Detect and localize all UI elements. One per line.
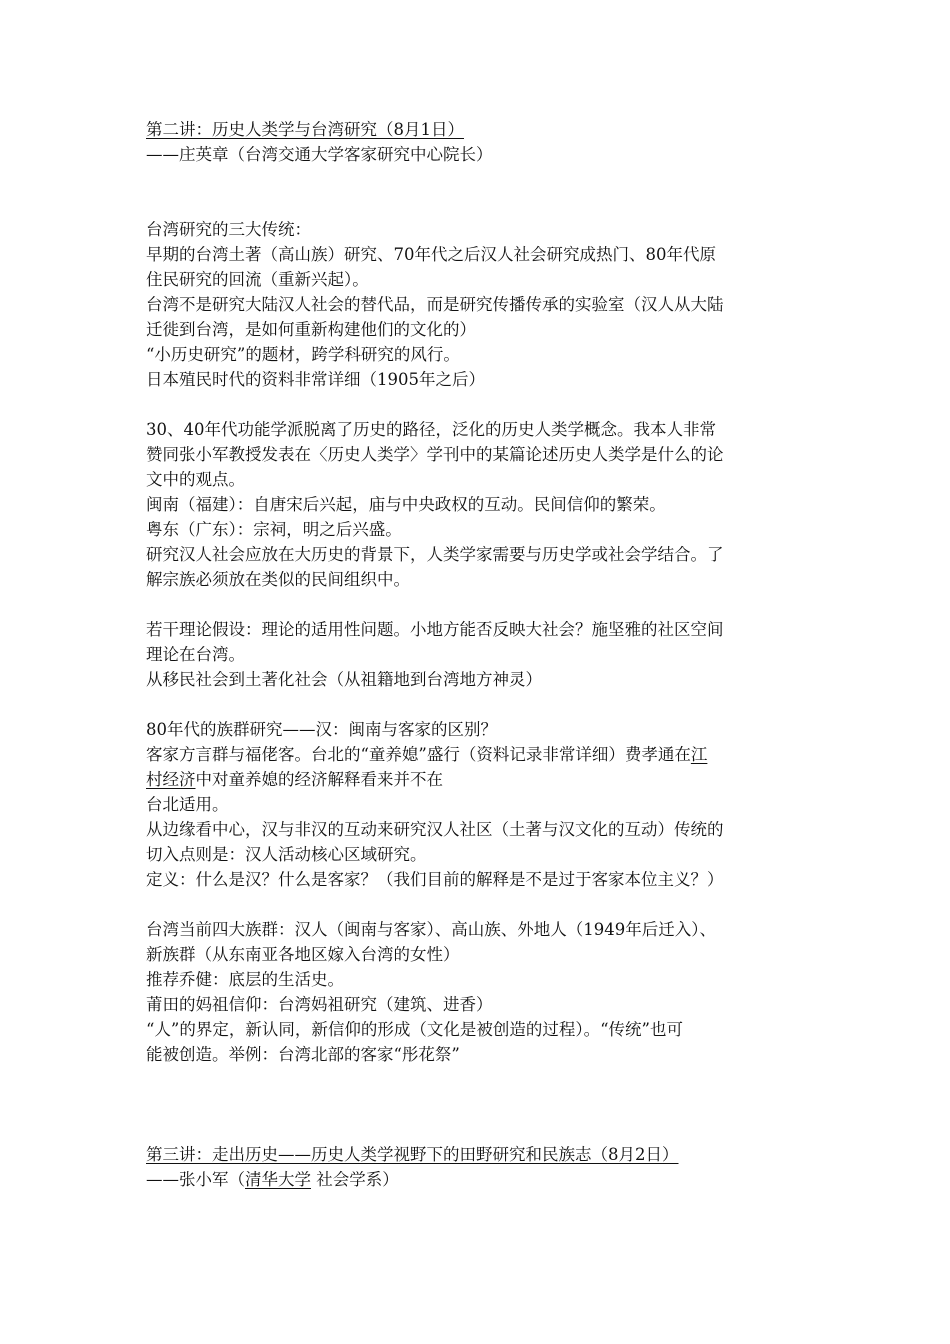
text-line: 台湾研究的三大传统： [146, 220, 311, 239]
text-line: 推荐乔健：底层的生活史。 [146, 970, 344, 989]
text-line: 解宗族必须放在类似的民间组织中。 [146, 570, 410, 589]
lecture-2-title: 第二讲：历史人类学与台湾研究（8月1日） [146, 120, 464, 139]
text-line: 台湾不是研究大陆汉人社会的替代品，而是研究传播传承的实验室（汉人从大陆 [146, 295, 724, 314]
paragraph-ethnic-studies [146, 717, 814, 892]
text-line: 若干理论假设：理论的适用性问题。小地方能否反映大社会？施坚雅的社区空间 [146, 620, 724, 639]
paragraph-four-ethnic-groups [146, 917, 814, 1067]
lecture-2-speaker: ——庄英章（台湾交通大学客家研究中心院长） [146, 145, 493, 164]
text-line: 能被创造。举例：台湾北部的客家“彤花祭” [146, 1045, 460, 1064]
paragraph-functionalism [146, 417, 814, 592]
text-line: 理论在台湾。 [146, 645, 245, 664]
text-line: 迁徙到台湾，是如何重新构建他们的文化的） [146, 320, 476, 339]
text-line: 闽南（福建）：自唐宋后兴起，庙与中央政权的互动。民间信仰的繁荣。 [146, 495, 666, 514]
paragraph-theory-hypotheses [146, 617, 814, 692]
text-segment: 客家方言群与福佬客。台北的“童养媳”盛行（资料记录非常详细）费孝通在 [146, 745, 691, 764]
text-line: 日本殖民时代的资料非常详细（1905年之后） [146, 370, 485, 389]
text-line: 粤东（广东）：宗祠，明之后兴盛。 [146, 520, 402, 539]
text-line: 早期的台湾土著（高山族）研究、70年代之后汉人社会研究成热门、80年代原 [146, 245, 716, 264]
lecture-3-title: 第三讲：走出历史——历史人类学视野下的田野研究和民族志（8月2日） [146, 1145, 679, 1164]
text-line: 定义：什么是汉？什么是客家？（我们目前的解释是不是过于客家本位主义？） [146, 870, 724, 889]
university-link-tsinghua[interactable]: 清华大学 [245, 1170, 311, 1189]
text-line: 台北适用。 [146, 795, 229, 814]
text-line: 新族群（从东南亚各地区嫁入台湾的女性） [146, 945, 460, 964]
text-segment: 社会学系） [311, 1170, 399, 1189]
book-link-jiangcun-economy-cont[interactable]: 村经济 [146, 770, 196, 789]
text-line: 从移民社会到土著化社会（从祖籍地到台湾地方神灵） [146, 670, 542, 689]
text-line: 从边缘看中心，汉与非汉的互动来研究汉人社区（土著与汉文化的互动）传统的 [146, 820, 724, 839]
book-link-jiangcun-economy[interactable]: 江 [690, 745, 708, 764]
text-line: 30、40年代功能学派脱离了历史的路径，泛化的历史人类学概念。我本人非常 [146, 420, 716, 439]
text-segment: 中对童养媳的经济解释看来并不在 [195, 770, 443, 789]
text-line [146, 767, 814, 792]
text-line: 莆田的妈祖信仰：台湾妈祖研究（建筑、进香） [146, 995, 493, 1014]
paragraph-taiwan-traditions [146, 217, 814, 392]
text-line: 80年代的族群研究——汉：闽南与客家的区别？ [146, 720, 497, 739]
text-line: “人”的界定，新认同，新信仰的形成（文化是被创造的过程）。“传统”也可 [146, 1020, 683, 1039]
text-line: 切入点则是：汉人活动核心区域研究。 [146, 845, 427, 864]
text-line: 研究汉人社会应放在大历史的背景下，人类学家需要与历史学或社会学结合。了 [146, 545, 724, 564]
lecture-3-speaker [146, 1167, 814, 1192]
text-segment: ——张小军（ [146, 1170, 245, 1189]
text-line: 台湾当前四大族群：汉人（闽南与客家）、高山族、外地人（1949年后迁入）、 [146, 920, 716, 939]
text-line: 住民研究的回流（重新兴起）。 [146, 270, 369, 289]
text-line [146, 742, 814, 767]
text-line: 赞同张小军教授发表在〈历史人类学〉学刊中的某篇论述历史人类学是什么的论 [146, 445, 724, 464]
text-line: “小历史研究”的题材，跨学科研究的风行。 [146, 345, 460, 364]
document-page [146, 117, 814, 1192]
text-line: 文中的观点。 [146, 470, 245, 489]
